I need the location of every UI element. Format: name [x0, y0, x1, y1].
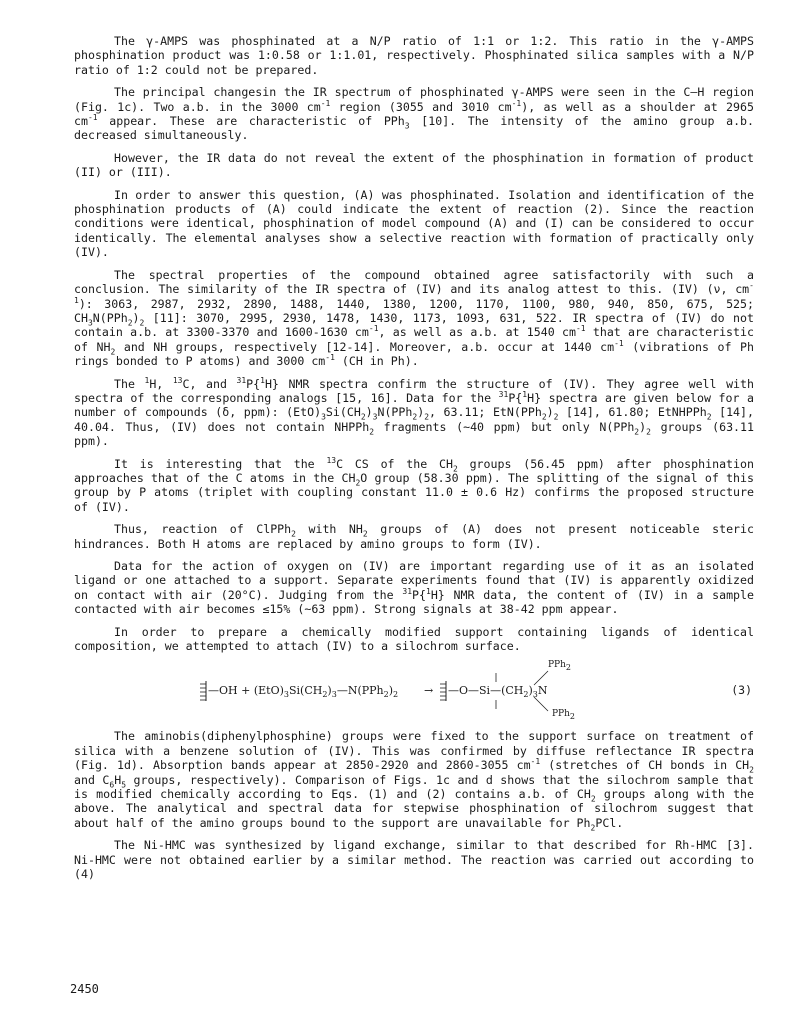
paragraph — [74, 559, 754, 617]
text-run: with NH — [295, 522, 363, 537]
text-run: H — [114, 772, 122, 787]
text-run: (CH in Ph). — [334, 354, 419, 369]
script-text: 2 — [355, 478, 361, 488]
text-run: N(PPh — [92, 310, 128, 325]
text-run: H} NMR spectra confirm the structure of (IV). They agree well with spectra of the corresponding analogs [15, 16]. Data for the — [74, 376, 754, 405]
text-run: [14], 40.04. Thus, (IV) does not contain NHPPh — [74, 405, 754, 434]
script-text: 2 — [541, 412, 547, 422]
script-text: 2 — [127, 318, 133, 328]
text-run: [11]: 3070, 2995, 2930, 1478, 1430, 1173, 1093, 631, 522. IR spectra of (IV) do not contain a.b. at 3300-3370 and 1600-1630 cm — [74, 310, 754, 340]
text-run: groups (56.45 ppm) after phosphination approaches that of the C atoms in the CH — [74, 456, 754, 485]
text-run: In order to answer this question, (A) was phosphinated. Isolation and identification of the phosphination products of (A) could indicate the extent of reaction (2). Since the reaction conditions were identical, phosphination of model compound (A) and (I) can be considered to occur identically. The elemental analyses show a selective reaction with formation of practically only (IV). — [74, 187, 754, 260]
text-run: groups along with the above. The analytical and spectral data for stepwise phosphination of silochrom suggest that about half of the amino groups bound to the support are unavailable for Ph — [74, 787, 755, 830]
text-run: groups, respectively). Comparison of Figs. 1c and d shows that the silochrom sample that is modified chemically according to Eqs. (1) and (2) contains a.b. of CH — [74, 772, 754, 802]
equation-left-side: —OH + $(EtO)_3Si(CH_2)_3—N(PPh_2)_2$ — [208, 684, 399, 700]
script-text: 2 — [590, 823, 596, 833]
reaction-arrow: → — [424, 684, 434, 698]
script-text: 31 — [498, 390, 509, 400]
script-text: 6 — [109, 779, 115, 789]
script-text: -1 — [320, 98, 331, 108]
script-text: 2 — [412, 412, 418, 422]
script-text: 2 — [110, 347, 116, 357]
script-text: 3 — [87, 318, 93, 328]
text-run: Data for the action of oxygen on (IV) are important regarding use of it as an isolated ligand or one attached to a support. Separate experiments found that (IV) is apparently oxidized on contact with air (20°C). Judging from the — [74, 559, 754, 602]
text-run: ) — [132, 310, 140, 325]
text-run: ) — [639, 419, 647, 434]
paragraphs-before-equation — [74, 34, 754, 653]
text-run: PCl. — [595, 815, 624, 830]
text-run: groups (63.11 ppm). — [74, 419, 754, 449]
text-run: Thus, reaction of ClPPh — [114, 522, 292, 537]
paragraphs-after-equation — [74, 729, 754, 881]
script-text: -1 — [575, 324, 586, 334]
script-text: 3 — [321, 412, 326, 422]
script-text: 13 — [172, 375, 183, 385]
paragraph — [74, 457, 754, 515]
script-text: 3 — [372, 412, 378, 422]
text-run: ) — [365, 405, 373, 420]
paragraph — [74, 625, 754, 654]
text-run: and C — [74, 772, 110, 787]
text-run: H} NMR data, the content of (IV) in a sample contacted with air becomes ≤15% (~63 ppm). Strong signals at 38-42 ppm appear. — [74, 587, 754, 617]
si-bond-lines — [494, 671, 498, 711]
paragraph — [74, 377, 754, 449]
paragraph — [74, 34, 754, 77]
article-body — [74, 34, 754, 890]
equation-right-side: $—O—Si—(CH_2)_3N$ — [448, 684, 548, 700]
script-text: 2 — [360, 412, 366, 422]
script-text: 2 — [634, 427, 640, 437]
paragraph — [74, 151, 754, 180]
text-run: C CS of the CH — [336, 456, 453, 471]
script-text: 31 — [236, 375, 247, 385]
text-run: P{ — [508, 390, 523, 405]
text-run: H, — [149, 376, 173, 391]
text-run: groups of (A) does not present noticeable steric hindrances. Both H atoms are replaced by amino groups to form (IV). — [74, 522, 754, 551]
text-run: The — [114, 376, 145, 391]
text-run: However, the IR data do not reveal the extent of the phosphination in formation of product (II) or (III). — [74, 150, 754, 180]
script-text: -1 — [530, 757, 541, 767]
script-text: -1 — [614, 338, 624, 348]
script-text: 2 — [706, 412, 712, 422]
text-run: In order to prepare a chemically modified support containing ligands of identical composition, we attempted to attach (IV) to a silochrom surface. — [74, 624, 754, 654]
script-text: 2 — [590, 794, 596, 804]
text-run: fragments (~40 ppm) but only N(PPh — [374, 419, 635, 434]
script-text: -1 — [87, 113, 98, 123]
text-run: region (3055 and 3010 cm — [330, 99, 512, 114]
text-run: , 63.11; EtN(PPh — [429, 405, 542, 420]
pph2-top: PPh$_2$ — [548, 660, 572, 673]
script-text: 1 — [522, 390, 528, 400]
equation-number: (3) — [731, 683, 752, 698]
n-branch-bonds — [532, 667, 554, 715]
text-run: (vibrations of Ph rings bonded to P atoms) and 3000 cm — [74, 339, 755, 369]
text-run: ), as well as a shoulder at 2965 cm — [74, 99, 754, 129]
text-run: The Ni-HMC was synthesized by ligand exchange, similar to that described for Rh-HMC [3]. Ni-HMC were not obtained earlier by a similar method. The reaction was carried out according to (4) — [74, 838, 754, 882]
script-text: 2 — [369, 427, 375, 437]
text-run: [14], 61.80; EtNHPPh — [558, 405, 707, 420]
text-run: ) — [546, 405, 554, 420]
paragraph — [74, 522, 754, 551]
script-text: -1 — [74, 281, 754, 305]
script-text: 2 — [291, 529, 296, 539]
script-text: -1 — [368, 324, 379, 334]
surface-hatch-icon — [200, 681, 208, 701]
text-run: appear. These are characteristic of PPh — [97, 114, 405, 129]
script-text: 1 — [425, 586, 431, 596]
script-text: 2 — [553, 412, 559, 422]
text-run: O group (58.30 ppm). The splitting of the signal of this group by P atoms (triplet with coupling constant 11.0 ± 0.6 Hz) confirms the proposed structure of (IV). — [74, 470, 754, 514]
text-run: It is interesting that the — [114, 456, 327, 471]
script-text: 5 — [121, 779, 127, 789]
paragraph — [74, 838, 754, 881]
page-number: 2450 — [70, 982, 99, 996]
script-text: 2 — [452, 463, 458, 473]
script-text: 13 — [326, 455, 337, 465]
script-text: 2 — [424, 412, 430, 422]
text-run: ) — [417, 405, 425, 420]
text-run: P{ — [412, 587, 426, 602]
paragraph — [74, 729, 755, 833]
text-run: (stretches of CH bonds in CH — [540, 758, 750, 773]
text-run: C, and — [182, 376, 237, 391]
text-run: The principal changesin the IR spectrum of phosphinated γ-AMPS were seen in the C–H region (Fig. 1c). Two a.b. in the 3000 cm — [74, 85, 754, 114]
text-run: P{ — [246, 376, 261, 391]
script-text: -1 — [325, 353, 335, 363]
text-run: The aminobis(diphenylphosphine) groups were fixed to the support surface on treatment of silica with a benzene solution of (IV). This was confirmed by diffuse reflectance IR spectra (Fig. 1d). Absorption bands appear at 2850-2920 and 2860-3055 cm — [74, 729, 754, 773]
paragraph — [74, 188, 754, 260]
text-run: N(PPh — [377, 405, 413, 420]
paragraph — [74, 268, 754, 369]
text-run: H} spectra are given below for a number of compounds (δ, ppm): (EtO) — [74, 390, 754, 420]
script-text: 3 — [404, 121, 410, 131]
script-text: -1 — [511, 98, 522, 108]
surface-hatch-icon — [440, 681, 448, 701]
text-run: The spectral properties of the compound obtained agree satisfactorily with such a conclusion. The similarity of the IR spectra of (IV) and its analog attest to this. (IV) (ν, cm — [74, 267, 754, 297]
script-text: 31 — [402, 586, 413, 596]
paragraph — [74, 85, 754, 143]
script-text: 1 — [260, 375, 265, 385]
text-run: The γ-AMPS was phosphinated at a N/P ratio of 1:1 or 1:2. This ratio in the γ-AMPS phosphination product was 1:0.58 or 1:1.01, respectively. Phosphinated silica samples with a N/P ratio of 1:2 could not be prepared. — [74, 34, 754, 77]
text-run: [10]. The intensity of the amino group a.b. decreased simultaneously. — [74, 114, 755, 143]
text-run: and NH groups, respectively [12-14]. Moreover, a.b. occur at 1440 cm — [115, 339, 615, 354]
text-run: ): 3063, 2987, 2932, 2890, 1488, 1440, 1380, 1200, 1170, 1100, 980, 940, 850, 675, 525; CH — [74, 296, 754, 325]
text-run: that are characteristic of NH — [74, 325, 754, 354]
script-text: 2 — [362, 529, 368, 539]
pph2-bottom: PPh$_2$ — [552, 709, 576, 722]
script-text: 2 — [646, 427, 651, 437]
script-text: 2 — [139, 318, 145, 328]
equation-3 — [74, 660, 754, 722]
text-run: , as well as a.b. at 1540 cm — [378, 325, 576, 340]
script-text: 2 — [749, 765, 754, 775]
script-text: 1 — [144, 375, 150, 385]
text-run: Si(CH — [325, 405, 361, 420]
